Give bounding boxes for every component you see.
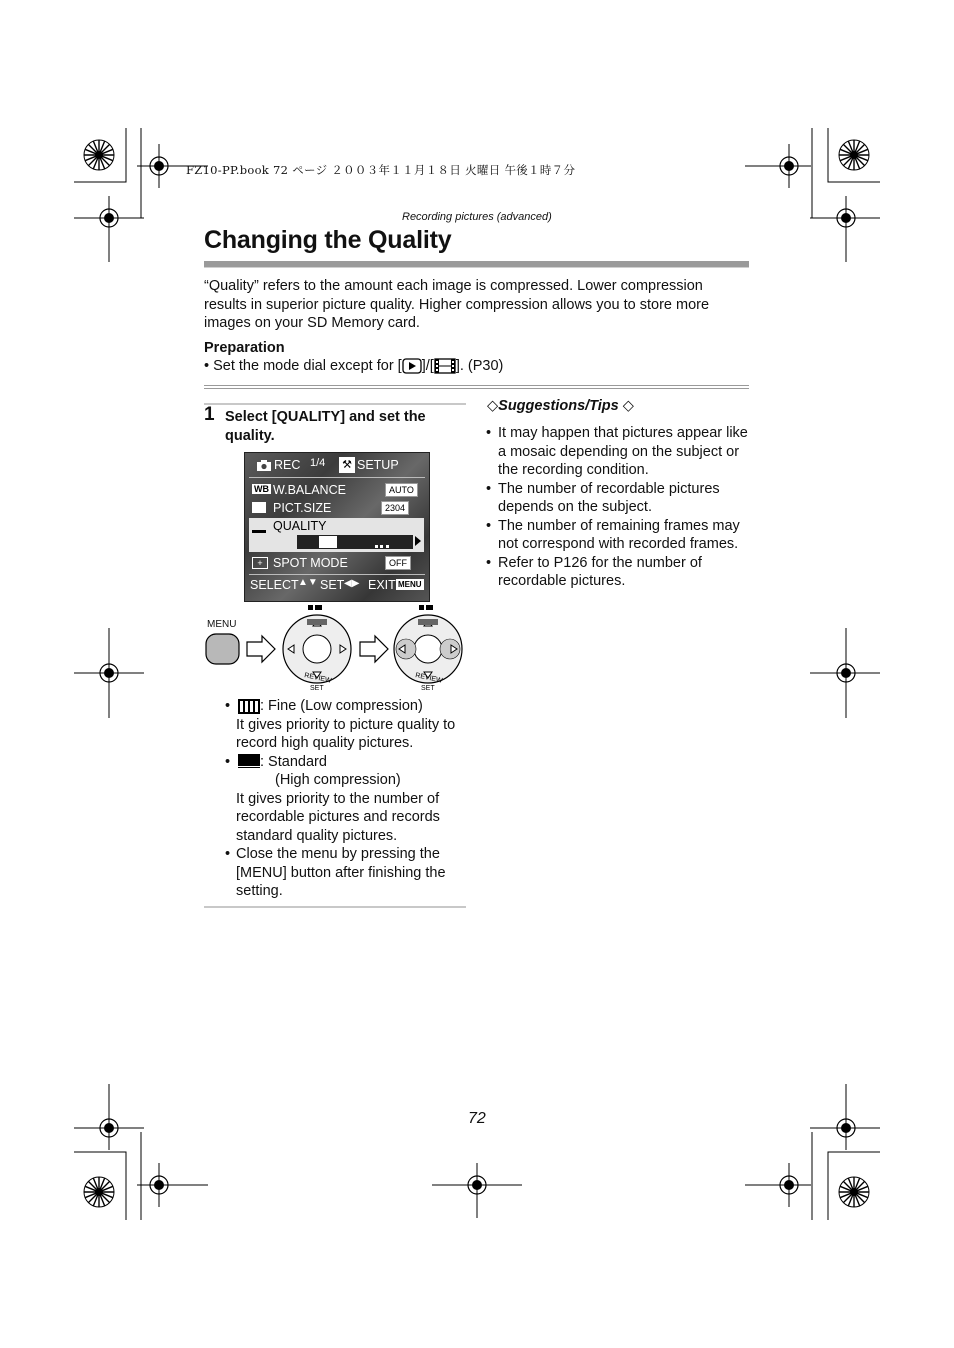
section-label: Recording pictures (advanced) — [402, 211, 552, 223]
svg-text:REVIEW: REVIEW — [414, 672, 444, 685]
intro-paragraph: “Quality” refers to the amount each image is compressed. Lower compression results in superior picture quality. Higher compression allows you to store more images on your SD Memory card. — [204, 278, 710, 331]
picture-size-icon — [252, 502, 266, 513]
list-item-fine — [225, 697, 465, 716]
standard-description: It gives priority to the number of recordable pictures and records standard quality pictures. — [236, 790, 440, 844]
up-down-arrow-icon: ▲▼ — [298, 577, 318, 588]
standard-label: : Standard — [260, 753, 327, 770]
column-rule-bottom — [204, 906, 466, 908]
step-instruction: Select [QUALITY] and set the quality. — [225, 409, 426, 444]
preparation-line — [204, 358, 503, 374]
preparation-heading: Preparation — [204, 340, 285, 356]
print-header: FZ10-PP.book 72 ページ ２００３年１１月１８日 火曜日 午後１時７分 — [186, 163, 576, 177]
footer-select: SELECT — [250, 578, 299, 592]
tip-item: • The number of recordable pictures depends on the subject. — [486, 480, 750, 517]
tip-item: • The number of remaining frames may not correspond with recorded frames. — [486, 517, 750, 554]
playback-icon — [402, 358, 422, 374]
right-arrow-icon — [415, 536, 421, 546]
menu-label-wbalance: W.BALANCE — [273, 483, 346, 497]
close-menu-note: • Close the menu by pressing the [MENU] button after finishing the setting. — [225, 845, 465, 901]
svg-text:REVIEW: REVIEW — [303, 672, 333, 685]
menu-value-spotmode: OFF — [385, 556, 411, 570]
menu-label-quality: QUALITY — [273, 519, 327, 533]
tab-setup: SETUP — [357, 458, 399, 472]
fine-option — [375, 541, 389, 548]
left-right-arrow-icon: ◀▶ — [344, 578, 360, 589]
spot-mode-icon: + — [252, 557, 268, 569]
quality-options-list — [225, 697, 465, 901]
tip-item: • Refer to P126 for the number of recordable pictures. — [486, 554, 750, 591]
menu-label-spotmode: SPOT MODE — [273, 556, 348, 570]
tips-heading: ◇Suggestions/Tips ◇ — [487, 398, 634, 414]
menu-value-pictsize: 2304 — [381, 501, 409, 515]
fine-quality-icon — [238, 699, 260, 714]
preparation-middle: ]/[ — [421, 358, 434, 374]
menu-button-label: MENU — [207, 619, 237, 630]
menu-page-indicator: 1/4 — [310, 457, 326, 469]
tips-list — [486, 424, 750, 591]
button-sequence-diagram — [200, 600, 470, 695]
footer-exit: EXIT — [368, 578, 396, 592]
quality-selector — [297, 535, 413, 549]
menu-footer — [245, 576, 429, 596]
menu-label-pictsize: PICT.SIZE — [273, 501, 332, 515]
step-number: 1 — [204, 404, 215, 425]
section-divider — [204, 385, 749, 389]
list-item-standard — [225, 753, 465, 772]
standard-quality-icon — [238, 754, 260, 769]
title-underline — [204, 261, 749, 268]
menu-tab-row — [245, 457, 429, 475]
menu-row-wbalance — [245, 482, 429, 500]
wb-icon: WB — [254, 484, 269, 494]
preparation-prefix: • Set the mode dial except for [ — [204, 358, 402, 374]
camera-icon — [257, 460, 271, 471]
motion-picture-icon — [434, 358, 456, 374]
menu-row-quality — [249, 518, 424, 552]
tip-item: • It may happen that pictures appear like a mosaic depending on the subject or the recording condition. — [486, 424, 750, 480]
menu-row-pictsize — [245, 500, 429, 518]
standard-option — [319, 536, 337, 548]
menu-value-wbalance: AUTO — [385, 483, 418, 497]
footer-menu-badge: MENU — [398, 580, 422, 589]
camera-menu-screen — [244, 452, 430, 602]
column-rule-top — [204, 403, 466, 405]
footer-set: SET — [320, 578, 345, 592]
preparation-suffix: ]. (P30) — [455, 358, 504, 374]
standard-compression: (High compression) — [275, 772, 401, 788]
svg-text:SET: SET — [310, 685, 324, 692]
page-title: Changing the Quality — [204, 226, 452, 254]
tab-rec: REC — [274, 458, 301, 472]
quality-icon — [252, 521, 266, 533]
svg-text:SET: SET — [421, 685, 435, 692]
fine-label: : Fine (Low compression) — [260, 698, 423, 714]
setup-icon: ⚒ — [339, 457, 355, 473]
fine-description: It gives priority to picture quality to record high quality pictures. — [236, 716, 456, 751]
page-number: 72 — [468, 1110, 486, 1127]
menu-row-spotmode — [245, 555, 429, 573]
